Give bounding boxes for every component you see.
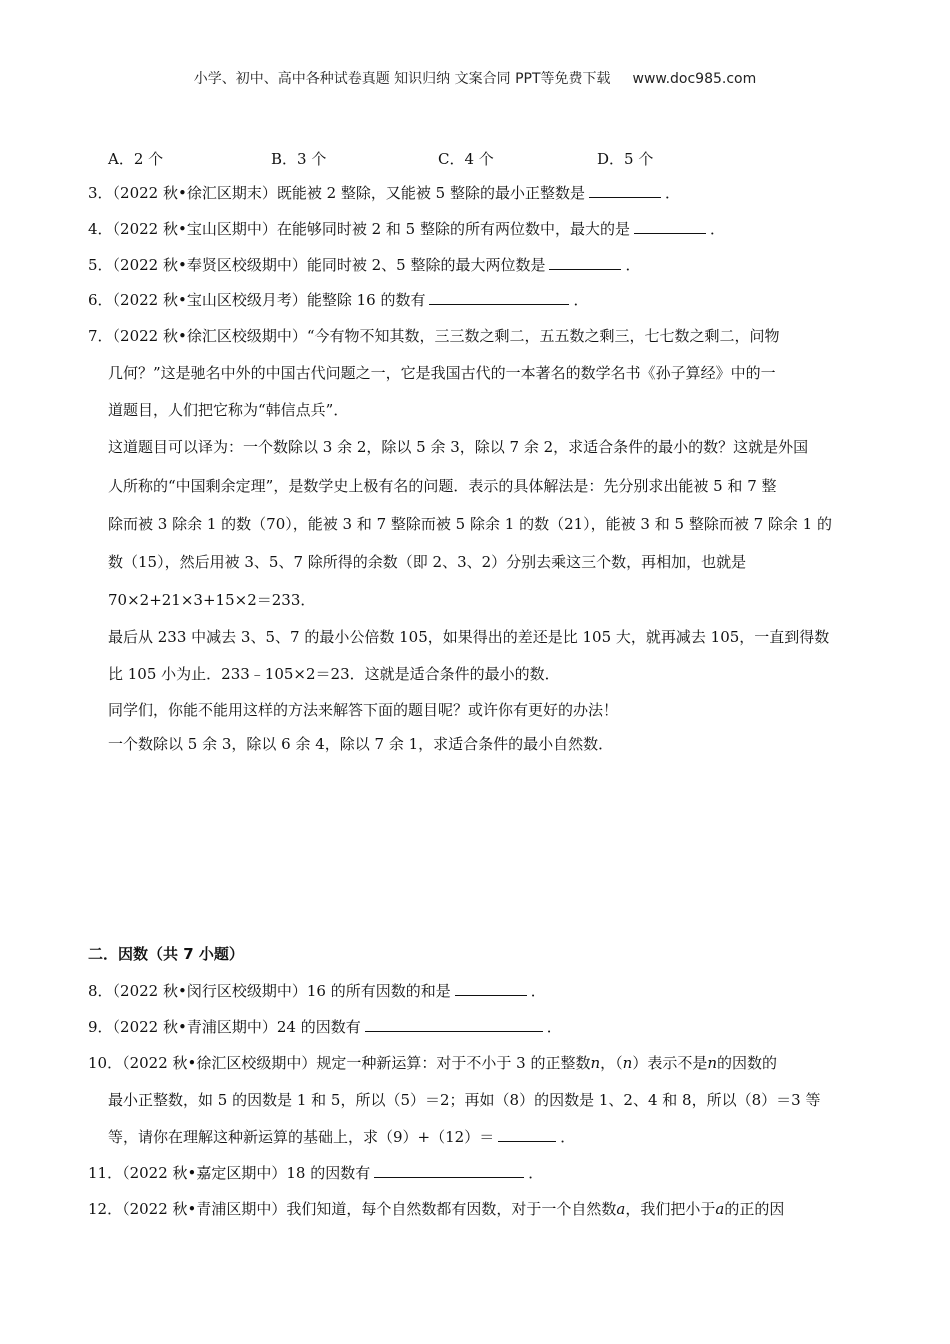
question-7-line-9: 最后从 233 中减去 3、5、7 的最小公倍数 105，如果得出的差还是比 105 大，就再减去 105，一直到得数 <box>108 628 830 646</box>
question-7-line-5: 人所称的“中国剩余定理”，是数学史上极有名的问题．表示的具体解法是：先分别求出能被 5 和 7 整 <box>108 477 777 495</box>
question-7-line-1: 7．（2022 秋•徐汇区校级期中）“今有物不知其数，三三数之剩二，五五数之剩三，七七数之剩二，问物 <box>88 327 780 345</box>
question-3: 3．（2022 秋•徐汇区期末）既能被 2 整除，又能被 5 整除的最小正整数是 ． <box>88 184 681 202</box>
answer-blank <box>455 980 527 996</box>
option-b: B．3 个 <box>271 150 327 168</box>
question-7-line-2: 几何？”这是驰名中外的中国古代问题之一，它是我国古代的一本著名的数学名书《孙子算经》中的一 <box>108 364 776 382</box>
option-c: C．4 个 <box>438 150 494 168</box>
question-7-line-11: 同学们，你能不能用这样的方法来解答下面的题目呢？或许你有更好的办法！ <box>108 701 619 719</box>
question-7-line-6: 除而被 3 除余 1 的数（70），能被 3 和 7 整除而被 5 除余 1 的数（21），能被 3 和 5 整除而被 7 除余 1 的 <box>108 515 832 533</box>
question-9: 9．（2022 秋•青浦区期中）24 的因数有 ． <box>88 1018 562 1036</box>
answer-blank <box>365 1016 543 1032</box>
header-site: www.doc985.com <box>632 71 757 87</box>
question-6: 6．（2022 秋•宝山区校级月考）能整除 16 的数有 ． <box>88 291 589 309</box>
question-7-line-8: 70×2+21×3+15×2＝233． <box>108 591 316 609</box>
question-7-line-4: 这道题目可以译为：一个数除以 3 余 2，除以 5 余 3，除以 7 余 2，求适合条件的最小的数？这就是外国 <box>108 438 809 456</box>
option-d: D．5 个 <box>597 150 654 168</box>
answer-blank <box>498 1126 556 1142</box>
question-7-line-3: 道题目，人们把它称为“韩信点兵”． <box>108 401 349 419</box>
question-10-line-2: 最小正整数，如 5 的因数是 1 和 5，所以（5）＝2；再如（8）的因数是 1、2、4 和 8，所以（8）＝3 等 <box>108 1091 821 1109</box>
page-header <box>0 68 950 88</box>
question-11: 11．（2022 秋•嘉定区期中）18 的因数有 ． <box>88 1164 544 1182</box>
section-title: 二．因数（共 7 小题） <box>88 945 244 963</box>
option-a: A．2 个 <box>108 150 164 168</box>
question-7-line-7: 数（15），然后用被 3、5、7 除所得的余数（即 2、3、2）分别去乘这三个数，再相加，也就是 <box>108 553 747 571</box>
question-7-line-10: 比 105 小为止．233﹣105×2＝23．这就是适合条件的最小的数． <box>108 665 560 683</box>
answer-blank <box>634 218 706 234</box>
question-12-line-1: 12．（2022 秋•青浦区期中）我们知道，每个自然数都有因数，对于一个自然数a，我们把小于a的正的因 <box>88 1200 785 1218</box>
question-5: 5．（2022 秋•奉贤区校级期中）能同时被 2、5 整除的最大两位数是 ． <box>88 256 641 274</box>
answer-blank <box>589 182 661 198</box>
answer-blank <box>549 254 621 270</box>
question-10-line-3: 等，请你在理解这种新运算的基础上，求（9）+（12）＝ ． <box>108 1128 576 1146</box>
question-8: 8．（2022 秋•闵行区校级期中）16 的所有因数的和是 ． <box>88 982 546 1000</box>
question-7-line-12: 一个数除以 5 余 3，除以 6 余 4，除以 7 余 1，求适合条件的最小自然数． <box>108 735 614 753</box>
answer-blank <box>374 1162 524 1178</box>
answer-blank <box>429 289 569 305</box>
header-text: 小学、初中、高中各种试卷真题 知识归纳 文案合同 PPT等免费下载 <box>193 71 611 87</box>
question-4: 4．（2022 秋•宝山区期中）在能够同时被 2 和 5 整除的所有两位数中，最大的是 ． <box>88 220 726 238</box>
question-10-line-1: 10．（2022 秋•徐汇区校级期中）规定一种新运算：对于不小于 3 的正整数n，（n）表示不是n的因数的 <box>88 1054 778 1072</box>
